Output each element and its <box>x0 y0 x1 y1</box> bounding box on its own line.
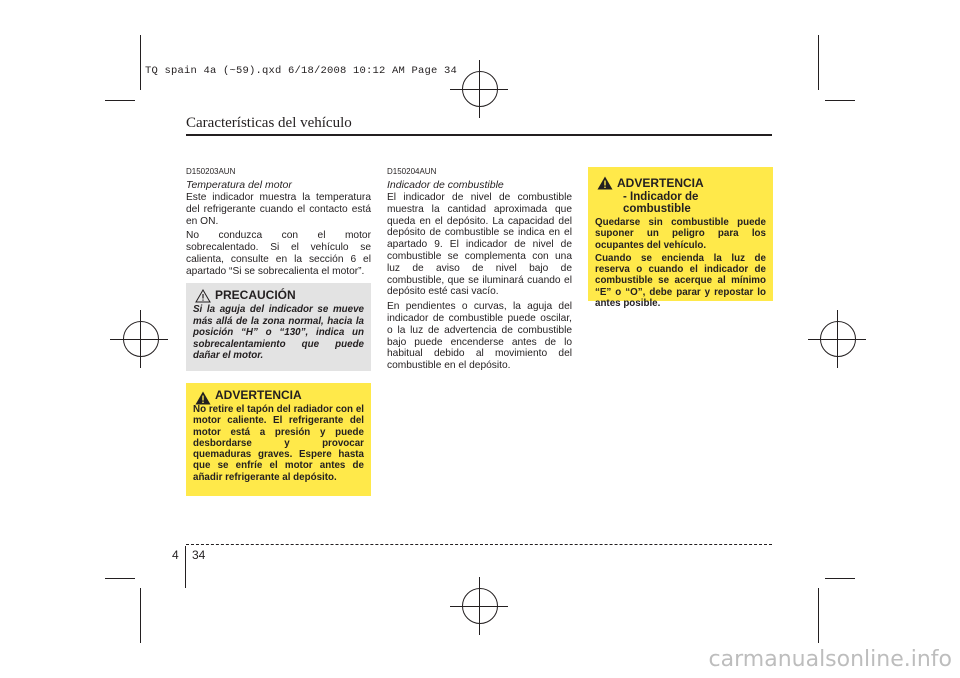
paragraph: El indicador de nivel de combustible muestra la cantidad aproximada que queda en el depósito. La capacidad del depósito de combustible se indica en el apartado 9. El indicador de nivel de combustible se complementa con una luz de aviso de nivel bajo de combustible, que se iluminará cuando el depósito esté casi vacío. <box>387 192 572 298</box>
paragraph: En pendientes o curvas, la aguja del indicador de combustible puede oscilar, o la luz de advertencia de combustible bajo puede encenderse antes de lo habitual debido al movimiento del combustible en el depósito. <box>387 301 572 372</box>
warning-triangle-icon <box>195 391 211 405</box>
column-fuel <box>387 167 572 375</box>
paragraph: Cuando se encienda la luz de reserva o cuando el indicador de combustible se acerque al mínimo “E” o “O”, debe parar y repostar lo antes posible. <box>595 252 766 310</box>
header-rule <box>186 134 772 136</box>
paragraph: Este indicador muestra la temperatura del refrigerante cuando el contacto está en ON. <box>186 192 371 227</box>
warning-title: ADVERTENCIA <box>215 388 302 402</box>
section-title: Características del vehículo <box>186 115 352 131</box>
warning-box-radiator <box>186 383 371 496</box>
body-text <box>387 192 572 372</box>
section-code: D150203AUN <box>186 167 236 176</box>
watermark: carmanualsonline.info <box>708 647 952 672</box>
caution-text: Si la aguja del indicador se mueve más allá de la zona normal, hacia la posición “H” o “130”, indica un sobrecalentamiento que puede dañar el motor. <box>193 304 364 361</box>
warning-text <box>595 217 766 309</box>
warning-text: No retire el tapón del radiador con el motor caliente. El refrigerante del motor está a presión y puede desbordarse y provocar quemaduras graves. Espere hasta que se enfríe el motor antes de añadir refrigerante al depósito. <box>193 404 364 483</box>
paragraph: No conduzca con el motor sobrecalentado. Si el vehículo se calienta, consulte en la sección 6 el apartado “Si se sobrecalienta el motor”. <box>186 230 371 277</box>
chapter-number: 4 <box>172 548 179 562</box>
page-number: 34 <box>192 548 206 562</box>
print-slug: TQ spain 4a (~59).qxd 6/18/2008 10:12 AM Page 34 <box>145 65 458 77</box>
page-number-divider <box>185 546 186 588</box>
warning-triangle-icon <box>597 176 613 190</box>
caution-title: PRECAUCIÓN <box>215 288 296 302</box>
column-temperature <box>186 167 371 281</box>
subheading-fuel: Indicador de combustible <box>387 179 504 191</box>
caution-box <box>186 283 371 371</box>
warning-title: ADVERTENCIA <box>617 176 704 190</box>
warning-box-fuel <box>588 167 773 310</box>
warning-subtitle: - Indicador de combustible <box>623 191 699 215</box>
caution-triangle-icon <box>195 289 211 303</box>
section-code: D150204AUN <box>387 167 437 176</box>
subheading-temperature: Temperatura del motor <box>186 179 292 191</box>
body-text <box>186 192 371 278</box>
footer-rule <box>186 544 772 545</box>
paragraph: Quedarse sin combustible puede suponer un peligro para los ocupantes del vehículo. <box>595 217 766 251</box>
